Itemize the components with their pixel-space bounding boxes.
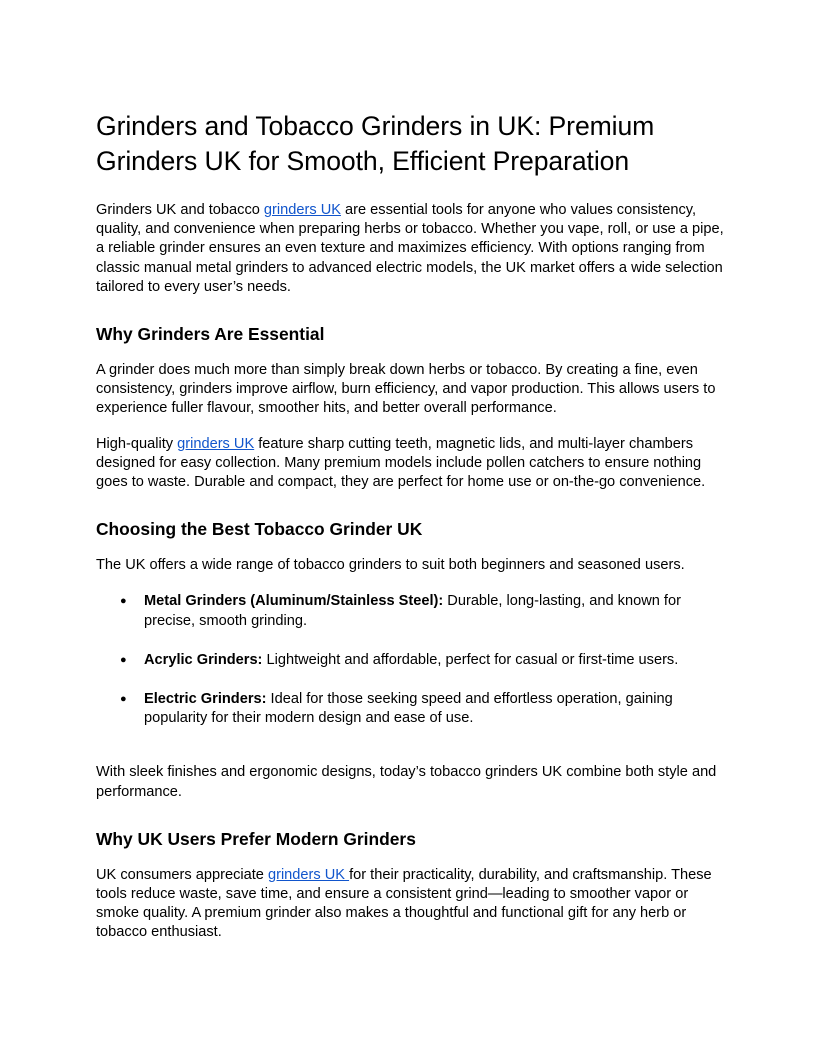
- section2-intro: The UK offers a wide range of tobacco grinders to suit both beginners and seasoned users.: [96, 557, 685, 574]
- section3-paragraph: [96, 866, 726, 943]
- section3-p-after: for their practicality, durability, and craftsmanship. These tools reduce waste, save time, and ensure a consistent grind—leading to smoother vapor or smoke quality. A premium grinder also makes a thoughtful and functional gift for any herb or tobacco enthusiast.: [96, 866, 712, 941]
- list-item-label: Acrylic Grinders:: [144, 651, 263, 668]
- section2-outro: With sleek finishes and ergonomic designs, today’s tobacco grinders UK combine both style and performance.: [96, 764, 717, 800]
- document-page: [96, 109, 726, 959]
- section-heading-modern: Why UK Users Prefer Modern Grinders: [96, 828, 416, 849]
- intro-text-before: Grinders UK and tobacco: [96, 202, 264, 218]
- grinders-uk-link-consumers[interactable]: grinders UK: [267, 866, 350, 883]
- bullet-icon: ●: [120, 653, 127, 666]
- list-item-label: Metal Grinders (Aluminum/Stainless Steel):: [144, 593, 444, 610]
- intro-text-after: are essential tools for anyone who values consistency, quality, and convenience when preparing herbs or tobacco. Whether you vape, roll, or use a pipe, a reliable grinder ensures an even texture and maximizes efficiency. With options ranging from classic manual metal grinders to advanced electric models, the UK market offers a wide selection tailored to every user’s needs.: [96, 202, 724, 295]
- list-item-label: Electric Grinders:: [144, 691, 267, 708]
- section1-p2-after: feature sharp cutting teeth, magnetic lids, and multi-layer chambers designed for easy collection. Many premium models include pollen catchers to ensure nothing goes to waste. Durable and compact, they are perfect for home use or on-the-go convenience.: [96, 435, 706, 491]
- list-item-acrylic: [96, 651, 726, 670]
- bullet-icon: ●: [120, 595, 127, 608]
- grinders-uk-link-intro[interactable]: grinders UK: [263, 202, 341, 218]
- list-item-text: Lightweight and affordable, perfect for casual or first-time users.: [262, 651, 679, 668]
- section1-p2-before: High-quality: [96, 435, 178, 452]
- section1-paragraph-2: [96, 435, 726, 493]
- grinders-uk-link-quality[interactable]: grinders UK: [177, 435, 255, 452]
- section-heading-choosing: Choosing the Best Tobacco Grinder UK: [96, 519, 423, 540]
- bullet-icon: ●: [120, 693, 127, 706]
- section1-paragraph-1: A grinder does much more than simply break down herbs or tobacco. By creating a fine, even consistency, grinders improve airflow, burn efficiency, and vapor production. This allows users to experience fuller flavour, smoother hits, and better overall performance.: [96, 362, 716, 417]
- list-item-electric: [96, 690, 726, 728]
- list-item-text: Durable, long-lasting, and known for precise, smooth grinding.: [144, 593, 681, 629]
- list-item-text: Ideal for those seeking speed and effortless operation, gaining popularity for their modern design and ease of use.: [144, 691, 673, 727]
- section3-p-before: UK consumers appreciate: [96, 866, 268, 883]
- section-heading-why-essential: Why Grinders Are Essential: [96, 324, 325, 345]
- intro-paragraph: [96, 201, 726, 297]
- list-item-metal: [96, 592, 726, 630]
- grinder-types-list: [96, 592, 726, 728]
- page-title: Grinders and Tobacco Grinders in UK: Premium Grinders UK for Smooth, Efficient Preparation: [96, 111, 655, 176]
